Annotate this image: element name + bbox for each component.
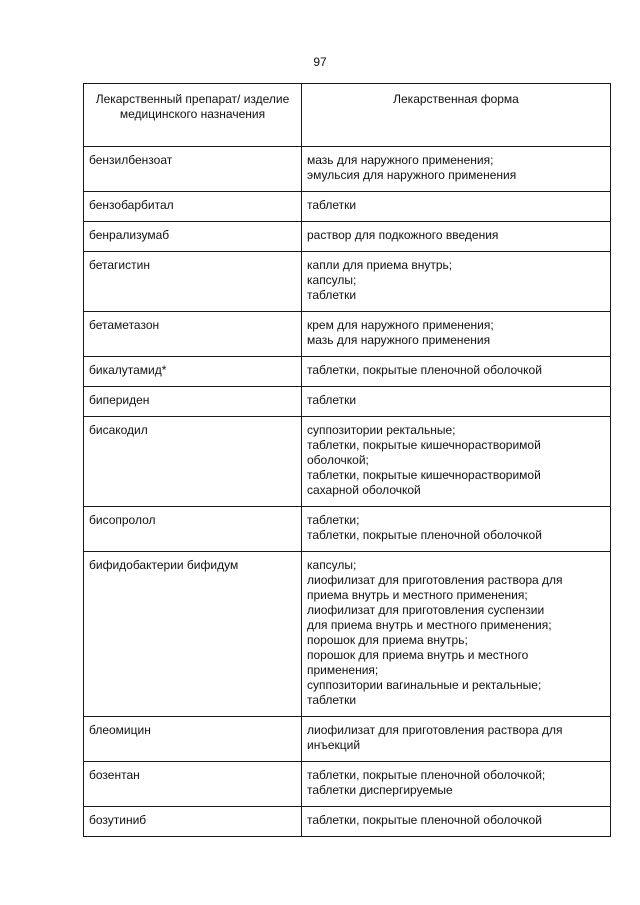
- dosage-form-line: таблетки, покрытые пленочной оболочкой: [307, 363, 542, 377]
- table-row: [84, 357, 611, 387]
- table-row: [84, 717, 611, 762]
- dosage-form-line: инъекций: [307, 738, 361, 752]
- dosage-form-line: таблетки: [307, 288, 357, 302]
- header-form: Лекарственная форма: [302, 84, 611, 147]
- dosage-form-line: таблетки: [307, 693, 357, 707]
- dosage-form-line: сахарной оболочкой: [307, 483, 421, 497]
- drug-name-cell: бозутиниб: [84, 807, 302, 837]
- dosage-form-line: оболочкой;: [307, 453, 369, 467]
- table-header-row: [84, 84, 611, 147]
- dosage-form-line: капсулы;: [307, 273, 357, 287]
- dosage-form-line: таблетки: [307, 393, 357, 407]
- drug-name-cell: бетаметазон: [84, 312, 302, 357]
- table-row: [84, 417, 611, 507]
- dosage-form-line: применения;: [307, 663, 379, 677]
- table-row: [84, 552, 611, 717]
- dosage-form-line: крем для наружного применения;: [307, 318, 494, 332]
- dosage-form-line: суппозитории вагинальные и ректальные;: [307, 678, 542, 692]
- dosage-form-cell: [302, 252, 611, 312]
- dosage-form-line: лиофилизат для приготовления суспензии: [307, 603, 545, 617]
- dosage-form-line: таблетки, покрытые пленочной оболочкой: [307, 813, 542, 827]
- drug-name-cell: бисакодил: [84, 417, 302, 507]
- dosage-form-line: капсулы;: [307, 558, 357, 572]
- dosage-form-line: капли для приема внутрь;: [307, 258, 453, 272]
- drug-name-cell: бенрализумаб: [84, 222, 302, 252]
- dosage-form-cell: [302, 552, 611, 717]
- dosage-form-line: мазь для наружного применения: [307, 333, 491, 347]
- dosage-form-line: порошок для приема внутрь и местного: [307, 648, 529, 662]
- drug-name-cell: бипериден: [84, 387, 302, 417]
- table-row: [84, 387, 611, 417]
- table-body: [84, 147, 611, 837]
- dosage-form-line: таблетки: [307, 198, 357, 212]
- dosage-form-cell: [302, 192, 611, 222]
- dosage-form-line: мазь для наружного применения;: [307, 153, 494, 167]
- dosage-form-line: таблетки, покрытые кишечнорастворимой: [307, 438, 541, 452]
- dosage-form-line: суппозитории ректальные;: [307, 423, 456, 437]
- drug-name-cell: бикалутамид*: [84, 357, 302, 387]
- dosage-form-line: лиофилизат для приготовления раствора для: [307, 723, 563, 737]
- drug-name-cell: блеомицин: [84, 717, 302, 762]
- dosage-form-cell: [302, 507, 611, 552]
- table-row: [84, 507, 611, 552]
- page-number: 97: [313, 55, 327, 69]
- dosage-form-line: таблетки диспергируемые: [307, 783, 453, 797]
- drug-name-cell: бензилбензоат: [84, 147, 302, 192]
- dosage-form-cell: [302, 222, 611, 252]
- drug-name-cell: бензобарбитал: [84, 192, 302, 222]
- table-row: [84, 147, 611, 192]
- dosage-form-line: таблетки;: [307, 513, 360, 527]
- dosage-form-line: раствор для подкожного введения: [307, 228, 499, 242]
- table-row: [84, 192, 611, 222]
- dosage-form-line: таблетки, покрытые пленочной оболочкой: [307, 528, 542, 542]
- dosage-form-cell: [302, 807, 611, 837]
- dosage-form-line: эмульсия для наружного применения: [307, 168, 517, 182]
- dosage-form-line: лиофилизат для приготовления раствора для: [307, 573, 563, 587]
- dosage-form-line: таблетки, покрытые кишечнорастворимой: [307, 468, 541, 482]
- dosage-form-cell: [302, 387, 611, 417]
- drug-form-table: [83, 83, 611, 837]
- dosage-form-line: порошок для приема внутрь;: [307, 633, 468, 647]
- table-row: [84, 222, 611, 252]
- dosage-form-line: для приема внутрь и местного применения;: [307, 618, 552, 632]
- dosage-form-cell: [302, 357, 611, 387]
- dosage-form-line: приема внутрь и местного применения;: [307, 588, 528, 602]
- dosage-form-cell: [302, 717, 611, 762]
- dosage-form-cell: [302, 147, 611, 192]
- table-row: [84, 762, 611, 807]
- drug-name-cell: бисопролол: [84, 507, 302, 552]
- table-row: [84, 252, 611, 312]
- drug-name-cell: бозентан: [84, 762, 302, 807]
- dosage-form-cell: [302, 762, 611, 807]
- drug-name-cell: бетагистин: [84, 252, 302, 312]
- table-row: [84, 312, 611, 357]
- table-row: [84, 807, 611, 837]
- dosage-form-cell: [302, 417, 611, 507]
- header-drug: Лекарственный препарат/ изделие медицинского назначения: [84, 84, 302, 147]
- dosage-form-line: таблетки, покрытые пленочной оболочкой;: [307, 768, 546, 782]
- drug-name-cell: бифидобактерии бифидум: [84, 552, 302, 717]
- dosage-form-cell: [302, 312, 611, 357]
